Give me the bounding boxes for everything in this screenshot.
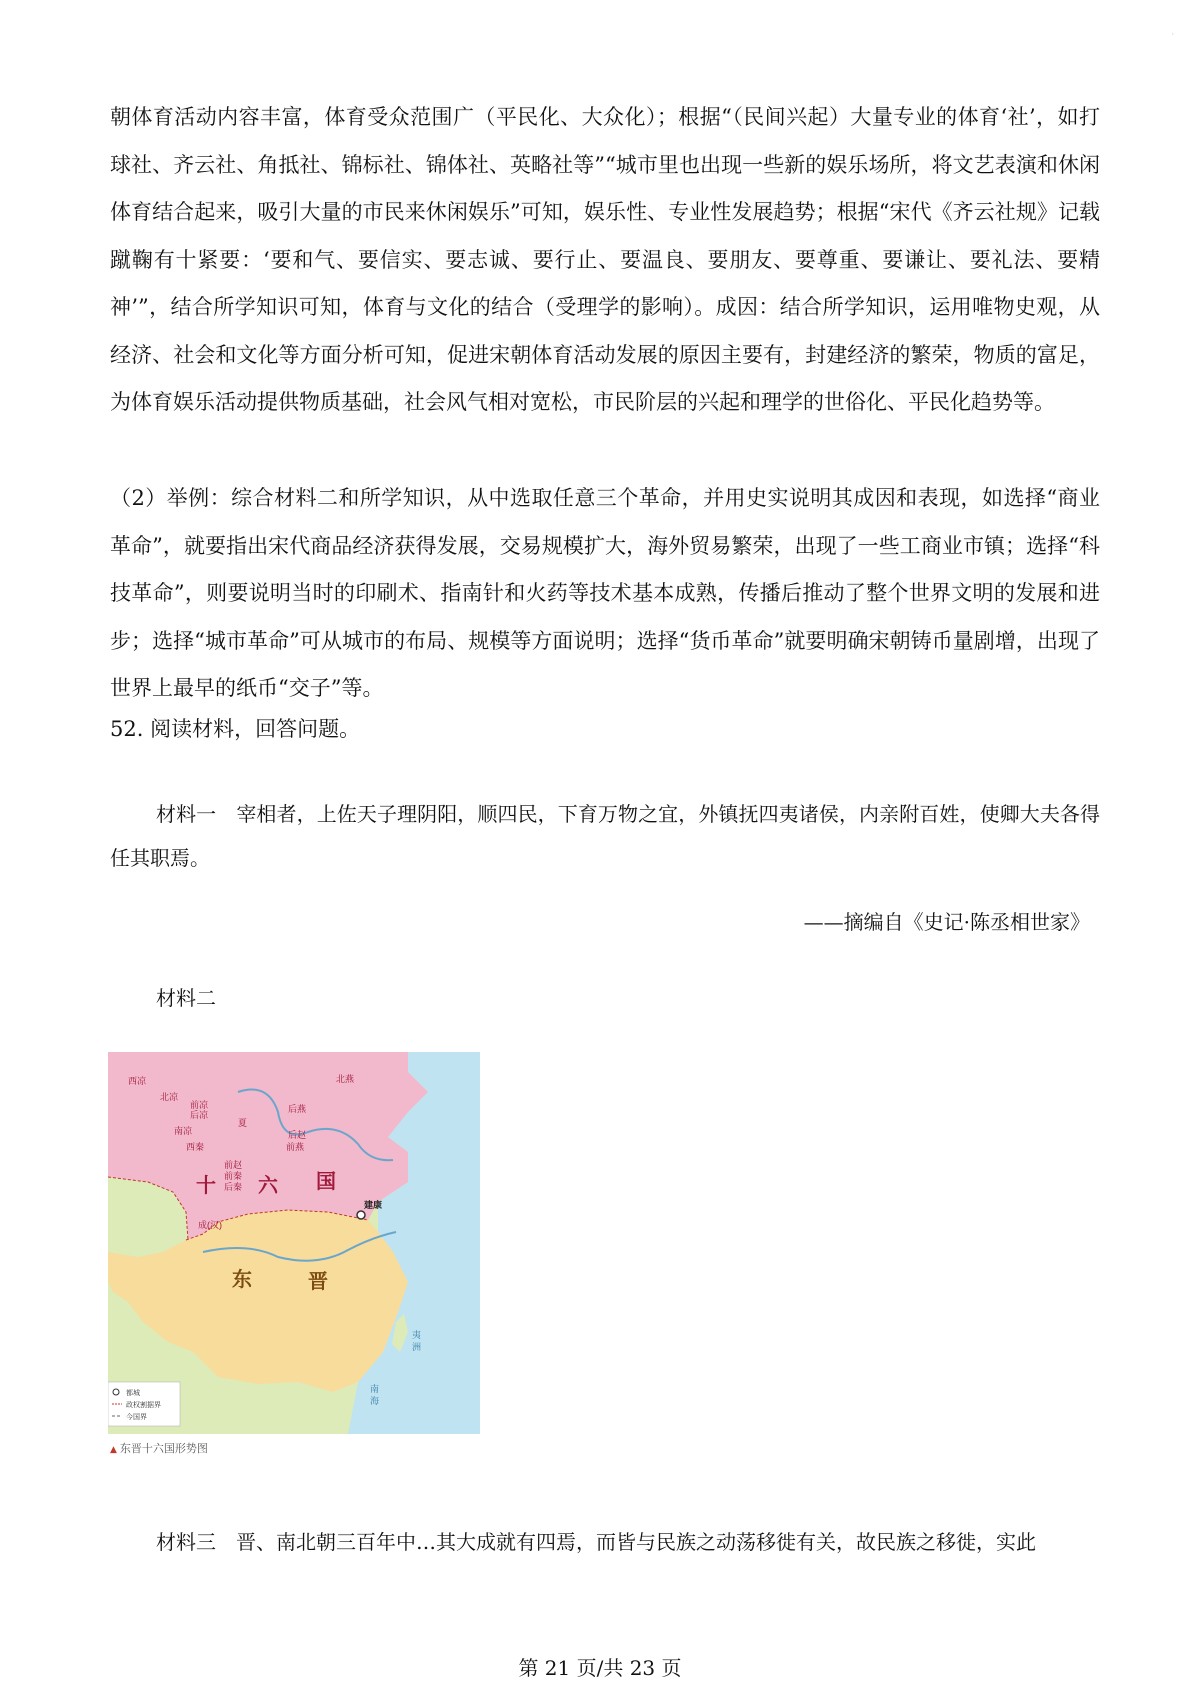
- map-label-zhou: 洲: [412, 1342, 422, 1352]
- caption-triangle-icon: ▲: [110, 1445, 117, 1455]
- map-label-qianyan: 前燕: [286, 1142, 305, 1152]
- page-footer: 第 21 页/共 23 页: [518, 1656, 682, 1680]
- map-label-nan: 南: [370, 1384, 380, 1394]
- legend-label-regime: 政权割据界: [126, 1402, 161, 1409]
- map-label-beiyan: 北燕: [336, 1074, 355, 1084]
- map-label-jin: 晋: [308, 1271, 328, 1293]
- material-3-text: 材料三 晋、南北朝三百年中…其大成就有四焉，而皆与民族之动荡移徙有关，故民族之移徙，实此: [156, 1530, 1036, 1554]
- legend-label-capital: 都城: [126, 1390, 140, 1397]
- material-1-source: ——摘编自《史记·陈丞相世家》: [803, 910, 1090, 934]
- map-label-xiqin: 西秦: [186, 1142, 205, 1152]
- answer-paragraph-2: （2）举例：综合材料二和所学知识，从中选取任意三个革命，并用史实说明其成因和表现，如选择“商业革命”，就要指出宋代商品经济获得发展，交易规模扩大，海外贸易繁荣，出现了一些工商业市镇；选择“科技革命”，则要说明当时的印刷术、指南针和火药等技术基本成熟，传播后推动了整个世界文明的发展和进步；选择“城市革命”可从城市的布局、规模等方面说明；选择“货币革命”就要明确宋朝铸币量剧增，出现了世界上最早的纸币“交子”等。: [110, 486, 1100, 700]
- map-label-houyan: 后燕: [288, 1104, 307, 1114]
- map-label-shi: 十: [196, 1175, 216, 1197]
- map-caption: [110, 1440, 208, 1456]
- map-label-qianliang: 前凉: [190, 1100, 209, 1110]
- map-label-yi: 夷: [412, 1330, 422, 1340]
- map-label-liu: 六: [258, 1175, 278, 1197]
- page-corner-mark: ·: [1171, 30, 1174, 39]
- map-label-beiliang: 北凉: [160, 1092, 179, 1102]
- map-label-nanliang: 南凉: [174, 1126, 193, 1136]
- map-label-qianqin: 前秦: [224, 1171, 243, 1181]
- map-caption-text: 东晋十六国形势图: [119, 1442, 208, 1455]
- map-label-hai: 海: [370, 1396, 380, 1406]
- capital-marker-icon: [357, 1211, 365, 1219]
- legend-capital-icon: [113, 1389, 119, 1395]
- question-52-heading: 52. 阅读材料，回答问题。: [110, 717, 361, 741]
- map-label-houqin: 后秦: [224, 1182, 243, 1192]
- material-1-text: 材料一 宰相者，上佐天子理阴阳，顺四民，下育万物之宜，外镇抚四夷诸侯，内亲附百姓，使卿大夫各得任其职焉。: [110, 802, 1100, 870]
- map-label-dong: 东: [232, 1269, 252, 1291]
- map-label-houliang: 后凉: [190, 1110, 209, 1120]
- map-label-jiankang: 建康: [364, 1200, 383, 1210]
- legend-label-border: 今国界: [126, 1414, 147, 1421]
- map-label-xiliang: 西凉: [128, 1076, 147, 1086]
- answer-paragraph-continued: 朝体育活动内容丰富，体育受众范围广（平民化、大众化）；根据“（民间兴起）大量专业的体育‘社’，如打球社、齐云社、角抵社、锦标社、锦体社、英略社等”“城市里也出现一些新的娱乐场所，将文艺表演和休闲体育结合起来，吸引大量的市民来休闲娱乐”可知，娱乐性、专业性发展趋势；根据“宋代《齐云社规》记载蹴鞠有十紧要：‘要和气、要信实、要志诚、要行止、要温良、要朋友、要尊重、要谦让、要礼法、要精神’”，结合所学知识可知，体育与文化的结合（受理学的影响）。成因：结合所学知识，运用唯物史观，从经济、社会和文化等方面分析可知，促进宋朝体育活动发展的原因主要有，封建经济的繁荣，物质的富足，为体育娱乐活动提供物质基础，社会风气相对宽松，市民阶层的兴起和理学的世俗化、平民化趋势等。: [110, 105, 1100, 414]
- map-label-houzhao: 后赵: [288, 1130, 307, 1140]
- map-label-guo: 国: [316, 1171, 336, 1193]
- map-label-xia: 夏: [238, 1118, 248, 1128]
- material-2-label: 材料二: [156, 986, 216, 1010]
- map-label-chenghan: 成(汉): [198, 1220, 222, 1230]
- historical-map: [108, 1052, 480, 1434]
- map-svg: [108, 1052, 480, 1434]
- map-label-qianzhao: 前赵: [224, 1160, 243, 1170]
